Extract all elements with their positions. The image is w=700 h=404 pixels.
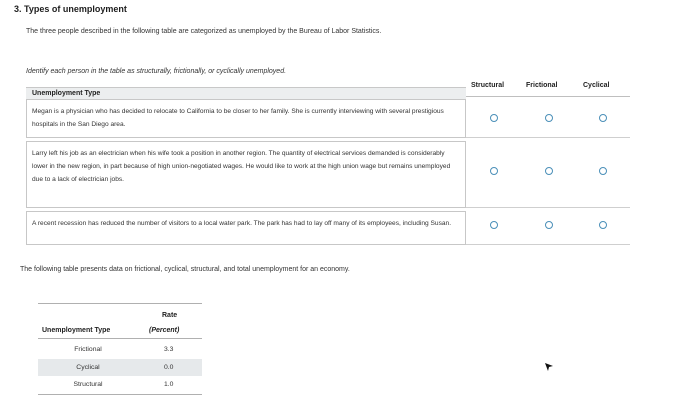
row-divider <box>466 207 630 208</box>
radio-larry-structural[interactable] <box>490 167 498 175</box>
table-row-megan <box>26 99 630 138</box>
row-value: 3.3 <box>164 346 174 353</box>
row-label: Cyclical <box>76 364 100 371</box>
radio-megan-frictional[interactable] <box>545 114 553 122</box>
row-description: Larry left his job as an electrician when his wife took a position in another region. The quantity of electrical services demanded is considerably lower in the new region, in part because of high union-negotiated wages. He would like to work at the high union wage but remains unemployed due to a lack of electrician jobs. <box>26 141 466 208</box>
row-description: A recent recession has reduced the number of visitors to a local water park. The park has had to lay off many of its employees, including Susan. <box>26 211 466 245</box>
radio-megan-cyclical[interactable] <box>599 114 607 122</box>
radio-susan-structural[interactable] <box>490 221 498 229</box>
rate-table <box>38 300 202 400</box>
column-header-structural: Structural <box>471 82 505 89</box>
radio-susan-cyclical[interactable] <box>599 221 607 229</box>
table-row-larry <box>26 141 630 208</box>
row-description: Megan is a physician who has decided to relocate to California to be closer to her family. She is currently interviewing with several prestigious hospitals in the San Diego area. <box>26 99 466 138</box>
table-bottom-rule <box>38 394 202 395</box>
table-row <box>38 359 202 376</box>
row-divider <box>466 137 630 138</box>
row-value: 1.0 <box>164 381 174 388</box>
section-title: 3. Types of unemployment <box>14 4 127 14</box>
column-header-frictional: Frictional <box>526 82 558 89</box>
data-intro-text: The following table presents data on frictional, cyclical, structural, and total unemployment for an economy. <box>20 266 350 273</box>
header-divider <box>466 96 630 97</box>
percent-header: (Percent) <box>149 327 180 334</box>
table-row <box>38 376 202 393</box>
row-label: Frictional <box>74 346 102 353</box>
table-row-susan <box>26 211 630 245</box>
column-header-cyclical: Cyclical <box>583 82 610 89</box>
row-divider <box>466 244 630 245</box>
header-rule <box>38 338 202 339</box>
unemployment-type-column-header: Unemployment Type <box>42 327 111 334</box>
table-row <box>38 341 202 358</box>
table-top-rule <box>38 303 202 304</box>
radio-larry-cyclical[interactable] <box>599 167 607 175</box>
intro-text: The three people described in the following table are categorized as unemployed by the Bureau of Labor Statistics. <box>26 28 382 35</box>
radio-megan-structural[interactable] <box>490 114 498 122</box>
row-label: Structural <box>73 381 103 388</box>
radio-susan-frictional[interactable] <box>545 221 553 229</box>
rate-header: Rate <box>162 312 178 319</box>
row-value: 0.0 <box>164 364 174 371</box>
mouse-cursor-icon <box>544 362 554 372</box>
radio-larry-frictional[interactable] <box>545 167 553 175</box>
instruction-text: Identify each person in the table as structurally, frictionally, or cyclically unemployed. <box>26 68 287 75</box>
unemployment-type-header: Unemployment Type <box>26 87 466 99</box>
